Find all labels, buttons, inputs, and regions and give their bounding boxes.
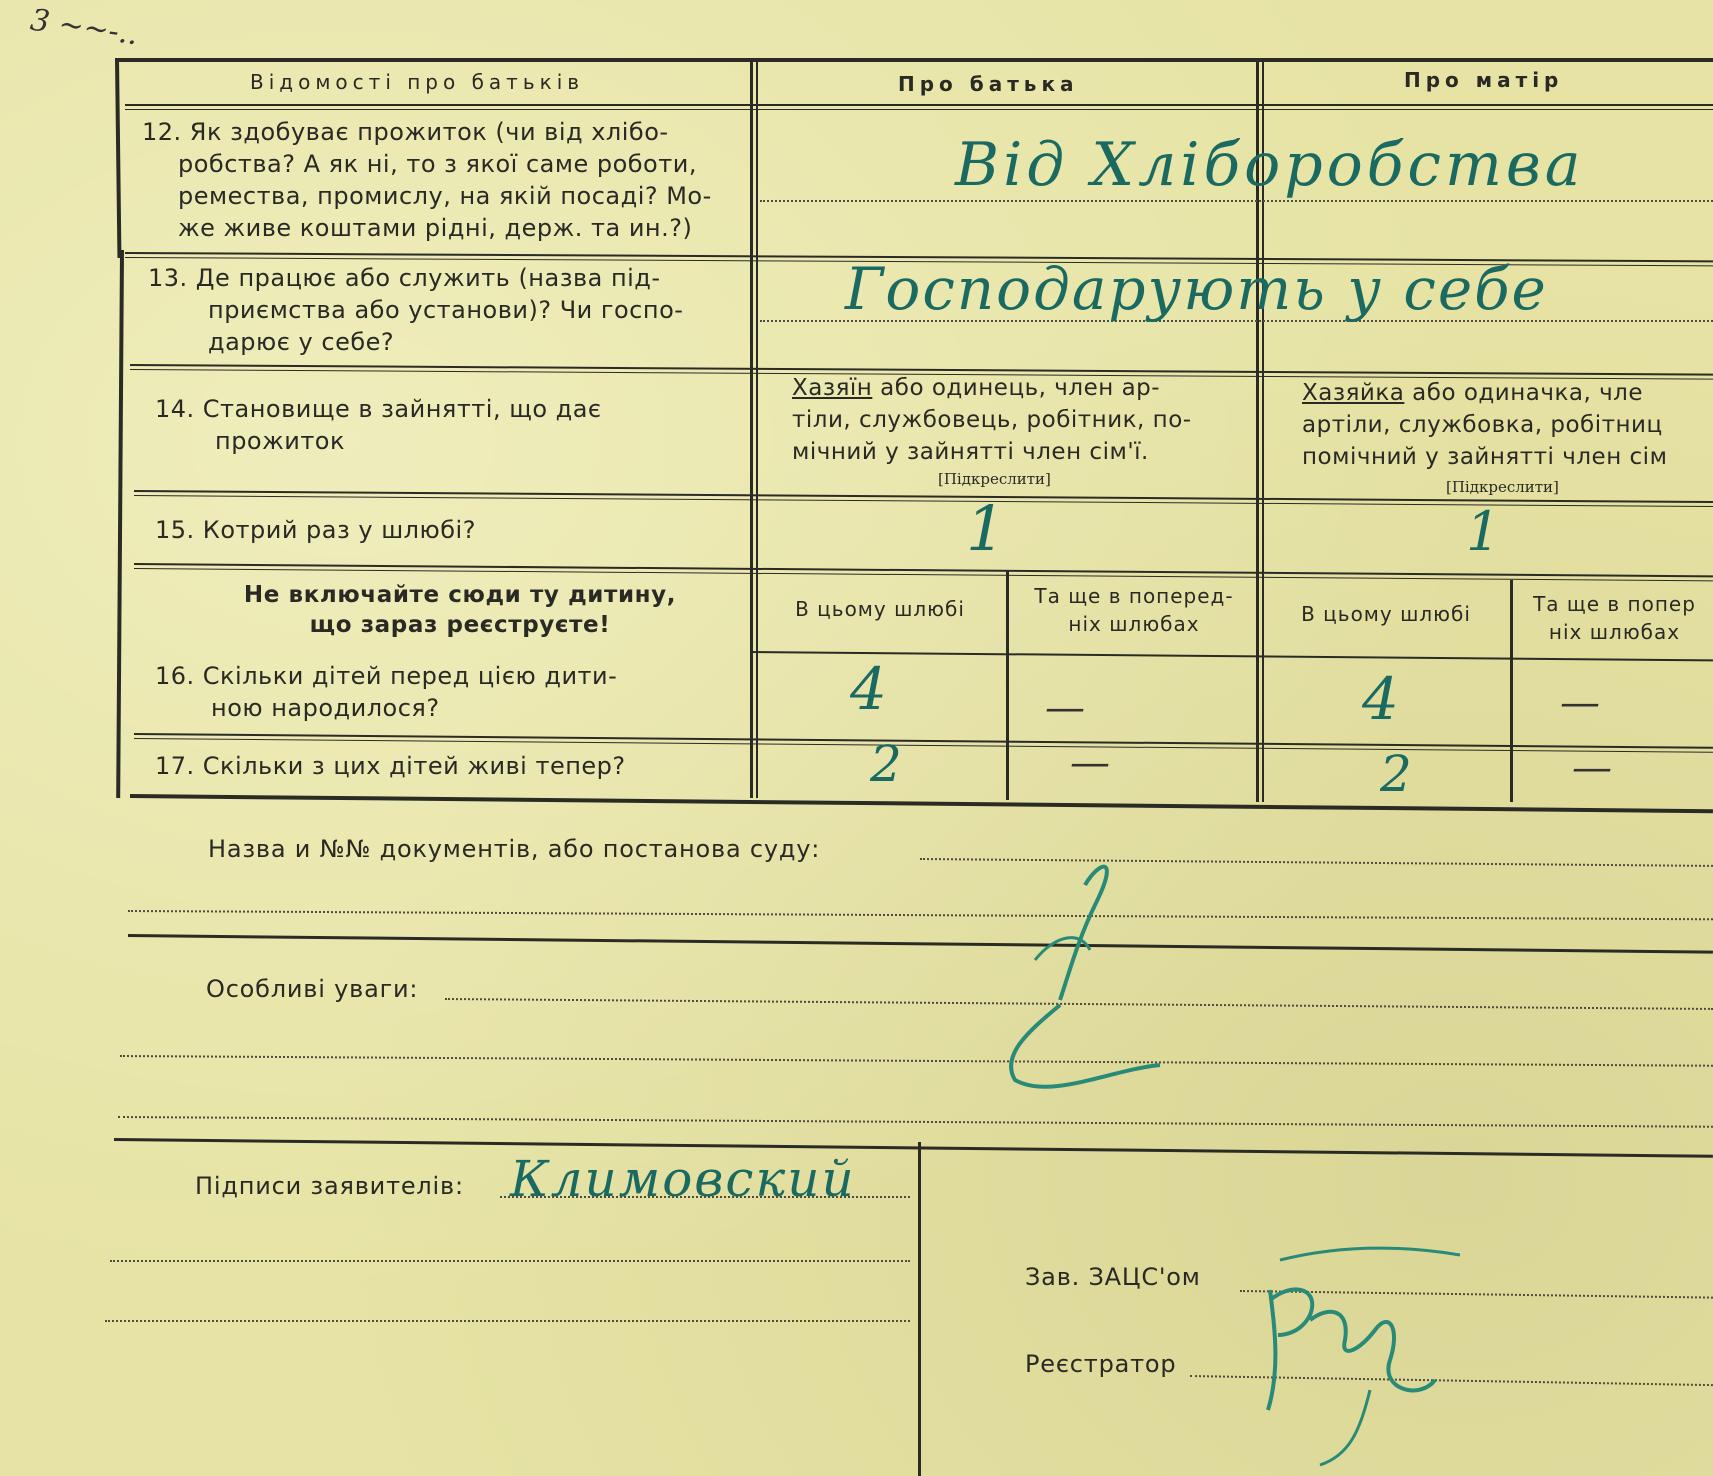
q13-text: [148, 262, 748, 358]
q14-father-line1-rest: або одинець, член ар-: [872, 375, 1161, 401]
q12-dotted-line: [760, 200, 1713, 202]
q14-mother-underlined: Хазяйка: [1302, 380, 1405, 406]
q14-father-underlined: Хазяїн: [792, 375, 873, 401]
signatures-dotted-line-2: [110, 1260, 910, 1262]
header-father: Про батька: [898, 72, 1079, 96]
q12-answer-handwritten: Від Хліборобства: [955, 130, 1585, 200]
q14-text: [155, 393, 725, 457]
q16-line2: ною народилося?: [211, 694, 440, 722]
q14-father-line2: тіли, службовець, робітник, по-: [792, 407, 1192, 433]
signatures-dotted-line-3: [105, 1320, 910, 1322]
subcol-sep-mother: [1510, 580, 1513, 802]
q15-text: 15. Котрий раз у шлюбі?: [155, 516, 476, 544]
subhdr-mother-prev: [1516, 590, 1713, 646]
subhdr-mother-prev-line1: Та ще в попер: [1533, 592, 1696, 616]
q17-mother-this: 2: [1380, 745, 1412, 803]
documents-label: Назва и №№ документів, або постанова суду:: [208, 835, 821, 863]
q14-father-options: [792, 372, 1232, 468]
signature-divider: [918, 1142, 921, 1476]
cancel-stroke-mark: [990, 840, 1230, 1090]
q14-father-line1: [792, 372, 1232, 404]
q14-mother-line2: артіли, службовка, робітниц: [1302, 412, 1663, 438]
header-mother: Про матір: [1404, 68, 1564, 92]
q16-mother-prev: —: [1560, 680, 1600, 726]
registrar-label: Реєстратор: [1025, 1350, 1177, 1378]
remarks-dotted-line-3: [118, 1116, 1713, 1128]
corner-note: 3 ~~-..: [28, 2, 141, 53]
documents-rule: [128, 934, 1713, 954]
q14-mother-line3: помічний у зайнятті член сім: [1302, 444, 1668, 470]
q16-father-this: 4: [850, 655, 887, 723]
subhdr-father-prev-line1: Та ще в поперед-: [1034, 584, 1234, 608]
q15-mother-value: 1: [1466, 500, 1501, 563]
row-line-header: [125, 104, 1713, 106]
q14-father-line3: мічний у зайнятті член сім'ї.: [792, 439, 1149, 465]
subhdr-mother-prev-line2: ніх шлюбах: [1548, 620, 1681, 644]
q12-text: [142, 116, 742, 244]
q14-father-underline-note: [Підкреслити]: [938, 470, 1051, 488]
q17-mother-prev: —: [1572, 745, 1612, 791]
q17-text: 17. Скільки з цих дітей живі тепер?: [155, 752, 626, 780]
q17-father-prev: —: [1070, 740, 1110, 786]
children-note: [200, 580, 720, 640]
subhdr-father-prev-line2: ніх шлюбах: [1068, 612, 1200, 636]
head-label: Зав. ЗАЦС'ом: [1025, 1263, 1201, 1291]
remarks-dotted-line-2: [120, 1055, 1713, 1067]
registrar-signature: [1250, 1240, 1470, 1470]
q16-mother-this: 4: [1362, 665, 1399, 733]
row-line-subhdr: [752, 651, 1713, 661]
table-left-border-lower: [116, 250, 124, 798]
q14-mother-underline-note: [Підкреслити]: [1446, 478, 1559, 496]
q14-mother-options: [1302, 377, 1713, 473]
q12-line2: робства? А як ні, то з якої саме роботи,: [178, 150, 697, 178]
q13-line2: приємства або установи)? Чи госпо-: [208, 296, 684, 324]
signature-applicant: Климовский: [510, 1150, 856, 1208]
q14-line1: 14. Становище в зайнятті, що дає: [155, 395, 602, 423]
signatures-label: Підписи заявителів:: [195, 1172, 464, 1200]
q12-line3: ремества, промислу, на якій посаді? Мо-: [178, 182, 712, 210]
children-note-line1: Не включайте сюди ту дитину,: [243, 582, 677, 608]
row-line-header-2: [125, 109, 1713, 110]
q13-answer-handwritten: Господарують у себе: [845, 255, 1548, 323]
q14-mother-line1: [1302, 377, 1713, 409]
table-left-border: [115, 58, 121, 258]
col-sep-father-b: [756, 62, 758, 798]
subcol-sep-father: [1006, 570, 1009, 800]
q14-mother-line1-rest: або одиначка, чле: [1404, 380, 1644, 406]
q14-line2: прожиток: [215, 427, 345, 455]
header-parents-info: Відомості про батьків: [250, 70, 585, 94]
subhdr-mother-this: В цьому шлюбі: [1301, 602, 1471, 626]
remarks-rule: [114, 1138, 1713, 1158]
remarks-label: Особливі уваги:: [206, 975, 419, 1003]
subhdr-father-this: В цьому шлюбі: [795, 597, 965, 621]
q16-line1: 16. Скільки дітей перед цією дити-: [155, 662, 618, 690]
q13-line3: дарює у себе?: [208, 328, 395, 356]
table-bottom-border: [130, 794, 1713, 813]
children-note-line2: що зараз реєструєте!: [309, 612, 611, 638]
q16-text: [155, 660, 715, 724]
documents-dotted-line-2: [128, 910, 1713, 920]
col-sep-father: [750, 62, 753, 798]
table-top-border: [115, 58, 1713, 62]
q13-line1: 13. Де працює або служить (назва під-: [148, 264, 661, 292]
subhdr-father-prev: [1012, 582, 1256, 638]
q12-line4: же живе коштами рідні, держ. та ин.?): [178, 214, 693, 242]
q15-father-value: 1: [966, 492, 1006, 565]
q17-father-this: 2: [870, 735, 902, 793]
q16-father-prev: —: [1045, 685, 1085, 731]
q12-line1: 12. Як здобуває прожиток (чи від хлібо-: [142, 118, 669, 146]
